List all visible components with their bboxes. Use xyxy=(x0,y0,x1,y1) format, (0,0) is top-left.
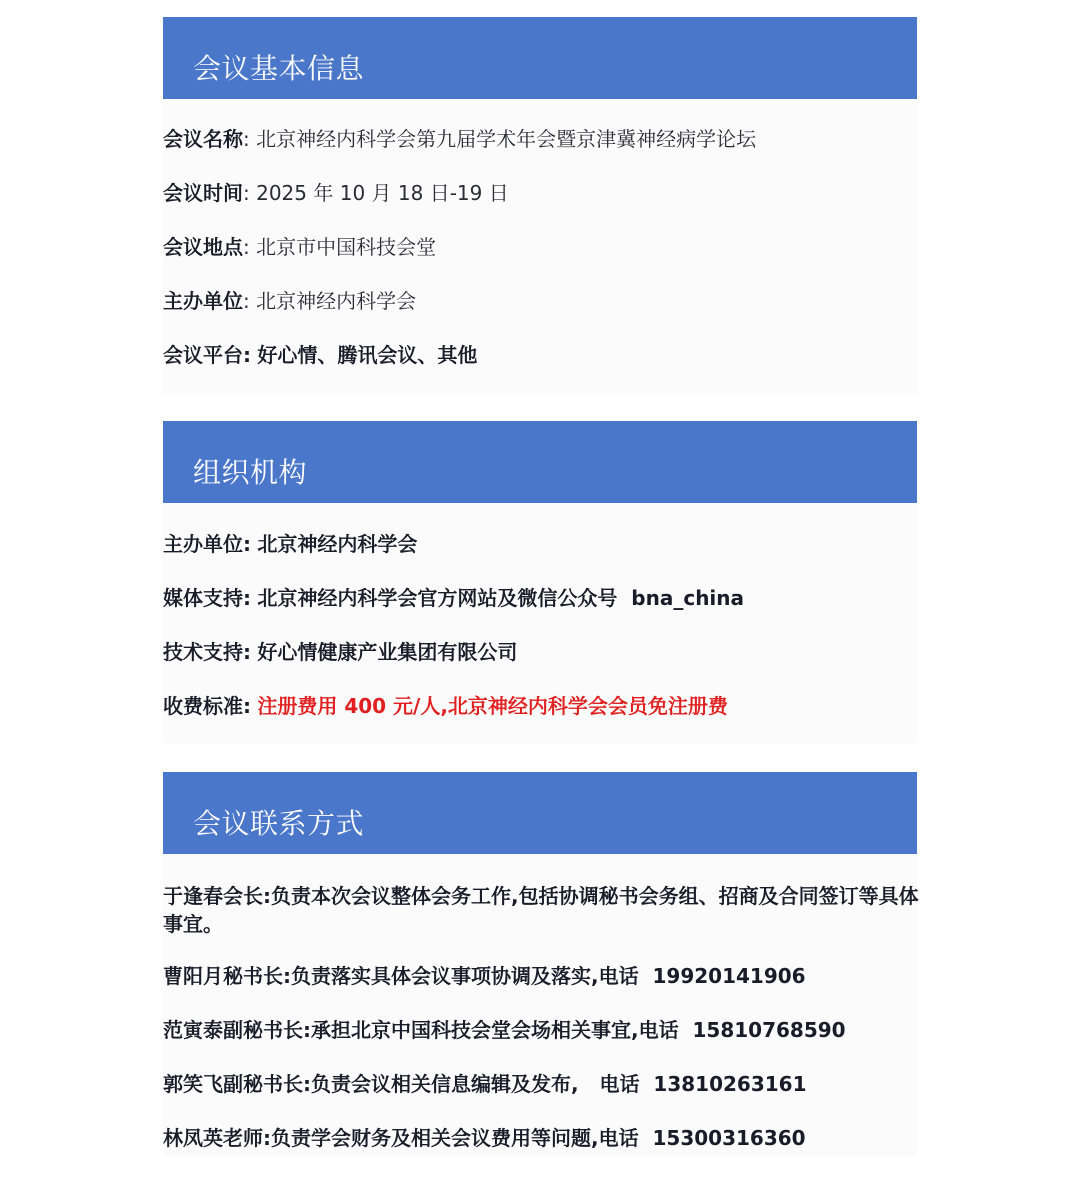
org-row-media xyxy=(163,584,917,612)
field-separator: : xyxy=(243,586,251,610)
field-separator: : xyxy=(243,532,251,556)
field-value: 北京市中国科技会堂 xyxy=(256,235,437,259)
info-row-platform xyxy=(163,341,917,369)
info-row-meeting-name xyxy=(163,125,917,153)
field-label: 会议名称 xyxy=(163,127,243,151)
org-row-host xyxy=(163,530,917,558)
section-header-basic-info xyxy=(163,17,917,99)
field-value: 北京神经内科学会 xyxy=(256,289,417,313)
field-label: 会议平台 xyxy=(163,343,243,367)
field-label: 收费标准 xyxy=(163,694,243,718)
field-label: 会议时间 xyxy=(163,181,243,205)
field-value: 2025 年 10 月 18 日-19 日 xyxy=(256,181,509,205)
field-value: 好心情、腾讯会议、其他 xyxy=(257,343,478,367)
org-row-fee xyxy=(163,692,917,720)
field-label: 媒体支持 xyxy=(163,586,243,610)
contact-item: 郭笑飞副秘书长:负责会议相关信息编辑及发布, 电话 13810263161 xyxy=(163,1072,807,1096)
field-separator: : xyxy=(243,289,250,313)
field-separator: : xyxy=(243,127,250,151)
contact-item: 曹阳月秘书长:负责落实具体会议事项协调及落实,电话 19920141906 xyxy=(163,964,806,988)
field-separator: : xyxy=(243,181,250,205)
section-title: 会议联系方式 xyxy=(193,807,365,840)
org-row-tech xyxy=(163,638,917,666)
field-value: 北京神经内科学会第九届学术年会暨京津冀神经病学论坛 xyxy=(256,127,757,151)
info-row-meeting-venue xyxy=(163,233,917,261)
field-separator: : xyxy=(243,694,251,718)
field-value: 北京神经内科学会 xyxy=(257,532,418,556)
field-separator: : xyxy=(243,343,251,367)
info-row-organizer xyxy=(163,287,917,315)
field-label: 主办单位 xyxy=(163,532,243,556)
fee-highlight: 注册费用 400 元/人,北京神经内科学会会员免注册费 xyxy=(257,694,728,718)
section-header-organization xyxy=(163,421,917,503)
section-header-contacts xyxy=(163,772,917,854)
section-title: 组织机构 xyxy=(193,456,308,489)
field-label: 会议地点 xyxy=(163,235,243,259)
field-label: 技术支持 xyxy=(163,640,243,664)
section-title: 会议基本信息 xyxy=(193,52,365,85)
field-separator: : xyxy=(243,235,250,259)
field-separator: : xyxy=(243,640,251,664)
field-value: 北京神经内科学会官方网站及微信公众号 bna_china xyxy=(257,586,745,610)
info-row-meeting-time xyxy=(163,179,917,207)
contact-item: 范寅泰副秘书长:承担北京中国科技会堂会场相关事宜,电话 15810768590 xyxy=(163,1018,846,1042)
field-value: 好心情健康产业集团有限公司 xyxy=(257,640,518,664)
contact-item: 于逢春会长:负责本次会议整体会务工作,包括协调秘书会务组、招商及合同签订等具体事宜。 xyxy=(163,884,919,936)
field-label: 主办单位 xyxy=(163,289,243,313)
contact-item: 林凤英老师:负责学会财务及相关会议费用等问题,电话 15300316360 xyxy=(163,1126,806,1150)
